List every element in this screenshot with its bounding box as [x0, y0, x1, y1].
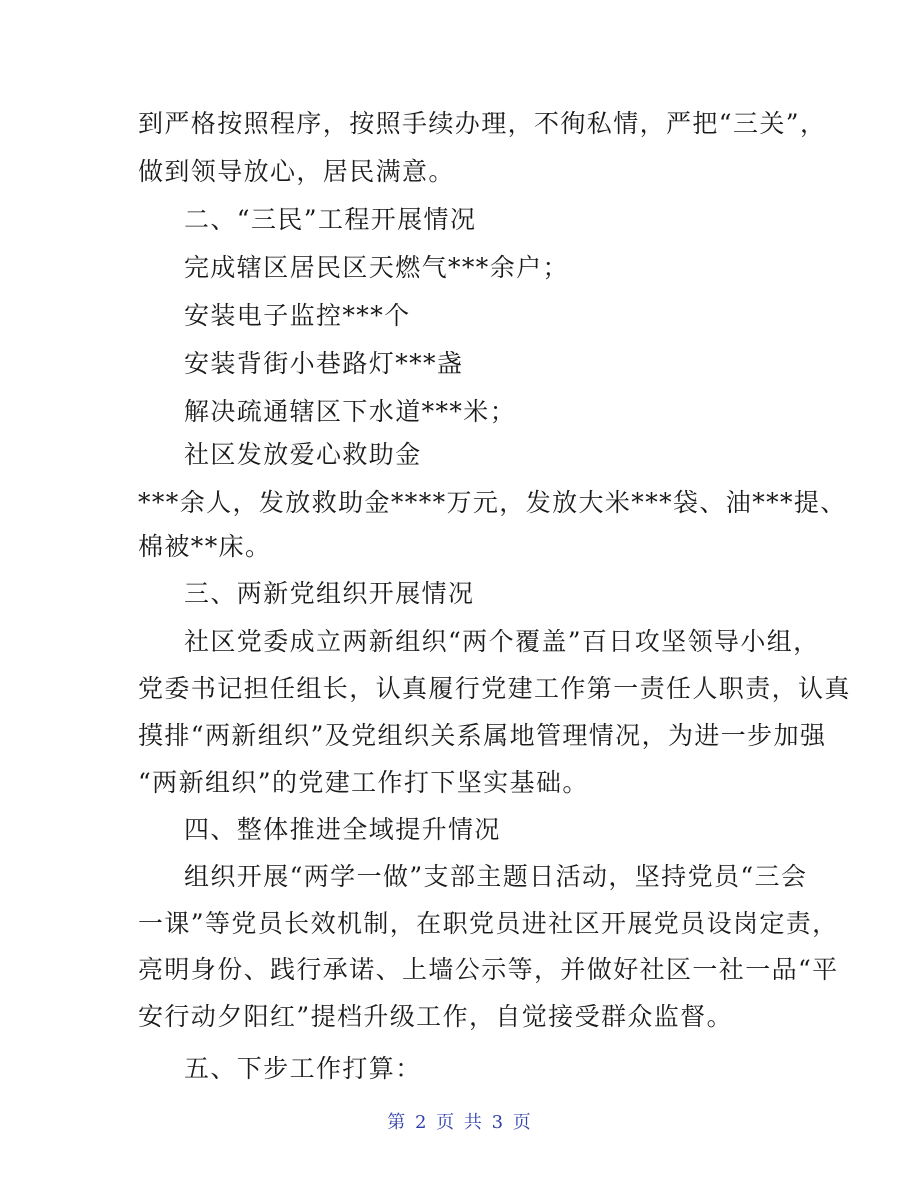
- text-line: 亮明身份、践行承诺、上墙公示等，并做好社区一社一品“平: [138, 955, 839, 984]
- text-line: 安行动夕阳红”提档升级工作，自觉接受群众监督。: [138, 1002, 733, 1031]
- text-line: “两新组织”的党建工作打下坚实基础。: [138, 768, 589, 797]
- text-line: ***余人，发放救助金****万元，发放大米***袋、油***提、: [138, 488, 847, 517]
- text-line: 完成辖区居民区天燃气***余户；: [184, 253, 569, 282]
- text-line: 社区发放爱心救助金: [184, 440, 422, 469]
- section-heading: 二、“三民”工程开展情况: [184, 205, 477, 234]
- text-line: 组织开展“两学一做”支部主题日活动，坚持党员“三会: [184, 862, 808, 891]
- text-line: 到严格按照程序，按照手续办理，不徇私情，严把“三关”，: [138, 109, 827, 138]
- section-heading: 四、整体推进全域提升情况: [184, 815, 501, 844]
- text-line: 安装背街小巷路灯***盏: [184, 349, 464, 378]
- section-heading: 三、两新党组织开展情况: [184, 579, 475, 608]
- text-line: 一课”等党员长效机制，在职党员进社区开展党员设岗定责，: [138, 909, 839, 938]
- text-line: 安装电子监控***个: [184, 301, 411, 330]
- text-line: 做到领导放心，居民满意。: [138, 157, 455, 186]
- text-line: 党委书记担任组长，认真履行党建工作第一责任人职责，认真: [138, 674, 851, 703]
- page-footer: 第 2 页 共 3 页: [387, 1112, 533, 1133]
- section-heading: 五、下步工作打算：: [184, 1054, 422, 1083]
- text-line: 棉被**床。: [138, 532, 272, 561]
- text-line: 解决疏通辖区下水道***米；: [184, 397, 517, 426]
- text-line: 摸排“两新组织”及党组织关系属地管理情况，为进一步加强: [138, 721, 827, 750]
- text-line: 社区党委成立两新组织“两个覆盖”百日攻坚领导小组，: [184, 627, 820, 656]
